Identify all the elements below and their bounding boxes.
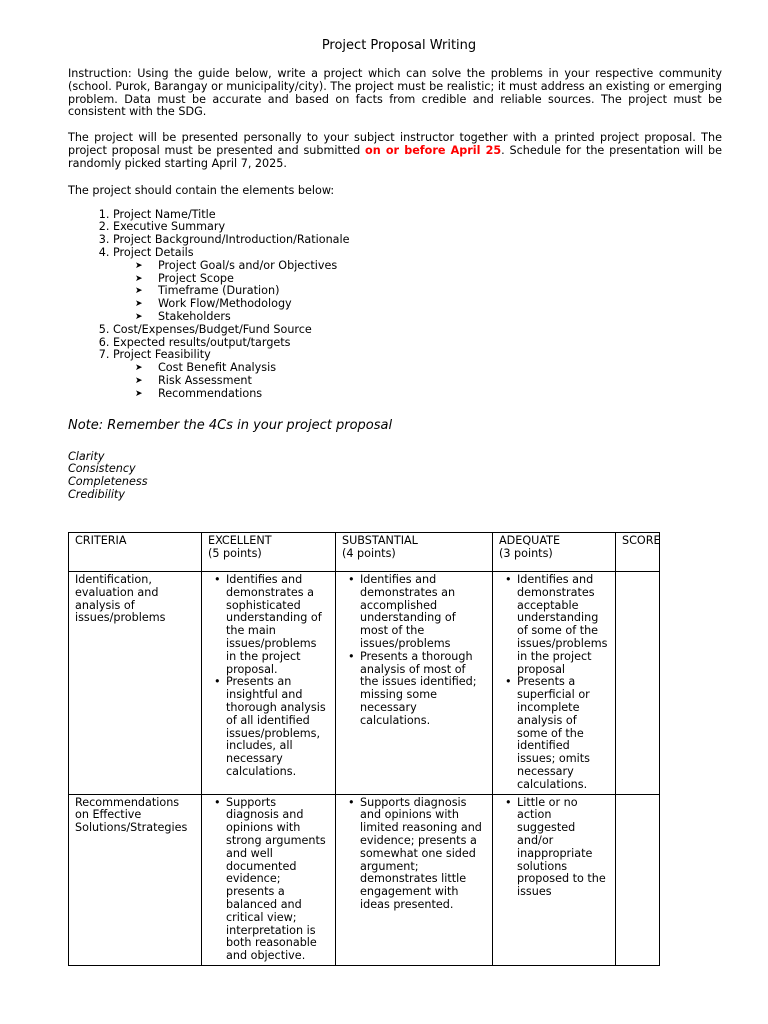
- element-label: Project Name/Title: [113, 207, 216, 221]
- rubric-bullet-list: [499, 574, 610, 792]
- rubric-header-row: [69, 533, 660, 572]
- arrow-bullet-icon: ➤: [135, 299, 143, 310]
- header-excellent-label: EXCELLENT: [208, 534, 272, 547]
- element-label: Project Background/Introduction/Rationale: [113, 233, 350, 247]
- header-substantial-label: SUBSTANTIAL: [342, 534, 418, 547]
- rubric-bullet: • Presents a superficial or incomplete analysis of some of the identified issues; omits necessary calculations.: [517, 676, 610, 791]
- rubric-adequate-cell: [493, 572, 616, 795]
- element-label: Executive Summary: [113, 220, 226, 234]
- sub-element-label: Project Goal/s and/or Objectives: [158, 258, 338, 272]
- rubric-score-cell: [616, 572, 660, 795]
- element-item: [113, 247, 722, 324]
- rubric-bullet: • Little or no action suggested and/or inappropriate solutions proposed to the issues: [517, 797, 610, 899]
- four-cs-list: [68, 451, 722, 502]
- rubric-bullet-list: [342, 574, 487, 728]
- deadline-highlight: on or before April 25: [365, 143, 502, 157]
- sub-element-item: [135, 388, 722, 401]
- header-substantial: [336, 533, 493, 572]
- element-label: Project Feasibility: [113, 348, 211, 362]
- sub-element-label: Project Scope: [158, 271, 234, 285]
- four-c-item: Credibility: [68, 487, 125, 501]
- rubric-table: [68, 532, 660, 966]
- four-c-item: Clarity: [68, 449, 105, 463]
- header-substantial-points: (4 points): [342, 546, 396, 560]
- sub-element-label: Recommendations: [158, 386, 263, 400]
- sub-element-label: Work Flow/Methodology: [158, 297, 292, 311]
- rubric-bullet: • Supports diagnosis and opinions with limited reasoning and evidence; presents a somewhat one sided argument; demonstrates little engagement with ideas presented.: [360, 797, 487, 912]
- arrow-bullet-icon: ➤: [135, 311, 143, 322]
- element-sublist: [113, 362, 722, 400]
- rubric-bullet: • Presents an insightful and thorough analysis of all identified issues/problems, includes, all necessary calculations.: [226, 676, 330, 778]
- header-criteria: CRITERIA: [69, 533, 202, 572]
- presentation-text-before: The project will be presented personally to your subject instructor together with a printed project proposal. The project proposal must be presented and submitted: [68, 131, 722, 157]
- rubric-bullet-list: [208, 797, 330, 963]
- rubric-substantial-cell: [336, 572, 493, 795]
- note-heading: Note: Remember the 4Cs in your project proposal: [68, 417, 393, 433]
- sub-element-label: Stakeholders: [158, 309, 231, 323]
- rubric-adequate-cell: [493, 794, 616, 965]
- rubric-substantial-cell: [336, 794, 493, 965]
- four-c-item: Completeness: [68, 475, 148, 489]
- rubric-bullet: • Identifies and demonstrates a sophisticated understanding of the main issues/problems in the project proposal.: [226, 574, 330, 676]
- elements-list: [68, 209, 722, 401]
- header-adequate-points: (3 points): [499, 546, 553, 560]
- header-excellent-points: (5 points): [208, 546, 262, 560]
- rubric-excellent-cell: [202, 794, 336, 965]
- sub-element-label: Cost Benefit Analysis: [158, 361, 277, 375]
- header-excellent: [202, 533, 336, 572]
- rubric-bullet: • Identifies and demonstrates an accomplished understanding of most of the issues/problems: [360, 574, 487, 651]
- instruction-paragraph: Instruction: Using the guide below, write a project which can solve the problems in your respective community (school. Purok, Barangay or municipality/city). The project must be realistic; it must address an existing or emerging problem. Data must be accurate and based on facts from credible and reliable sources. The project must be consistent with the SDG.: [68, 67, 722, 119]
- arrow-bullet-icon: ➤: [135, 388, 143, 399]
- element-item: [113, 234, 722, 247]
- rubric-criteria-cell: Recommendations on Effective Solutions/Strategies: [69, 794, 202, 965]
- rubric-row: [69, 794, 660, 965]
- element-label: Expected results/output/targets: [113, 335, 291, 349]
- page-title: Project Proposal Writing: [321, 38, 477, 53]
- rubric-bullet: • Presents a thorough analysis of most of the issues identified; missing some necessary calculations.: [360, 651, 487, 728]
- header-adequate: [493, 533, 616, 572]
- element-label: Cost/Expenses/Budget/Fund Source: [113, 322, 312, 336]
- sub-element-label: Timeframe (Duration): [158, 284, 280, 298]
- elements-intro: The project should contain the elements below:: [68, 183, 335, 197]
- rubric-row: [69, 572, 660, 795]
- header-adequate-label: ADEQUATE: [499, 534, 561, 547]
- arrow-bullet-icon: ➤: [135, 375, 143, 386]
- arrow-bullet-icon: ➤: [135, 286, 143, 297]
- sub-element-label: Risk Assessment: [158, 373, 252, 387]
- rubric-body: [69, 572, 660, 966]
- element-sublist: [113, 260, 722, 324]
- arrow-bullet-icon: ➤: [135, 363, 143, 374]
- rubric-bullet: • Supports diagnosis and opinions with strong arguments and well documented evidence; presents a balanced and critical view; interpretation is both reasonable and objective.: [226, 797, 330, 963]
- rubric-bullet: • Identifies and demonstrates acceptable understanding of some of the issues/problems in the project proposal: [517, 574, 610, 676]
- rubric-bullet-list: [342, 797, 487, 912]
- header-score: SCORE: [616, 533, 660, 572]
- presentation-text-after: . Schedule for the presentation will be randomly picked starting April 7, 2025.: [68, 143, 722, 170]
- four-c-item: Consistency: [68, 462, 136, 476]
- presentation-paragraph: [68, 132, 722, 170]
- rubric-bullet-list: [499, 797, 610, 899]
- element-label: Project Details: [113, 245, 194, 259]
- sub-element-item: [135, 311, 722, 324]
- rubric-bullet-list: [208, 574, 330, 779]
- rubric-excellent-cell: [202, 572, 336, 795]
- arrow-bullet-icon: ➤: [135, 273, 143, 284]
- rubric-criteria-cell: Identification, evaluation and analysis of issues/problems: [69, 572, 202, 795]
- arrow-bullet-icon: ➤: [135, 260, 143, 271]
- element-item: [113, 349, 722, 400]
- rubric-score-cell: [616, 794, 660, 965]
